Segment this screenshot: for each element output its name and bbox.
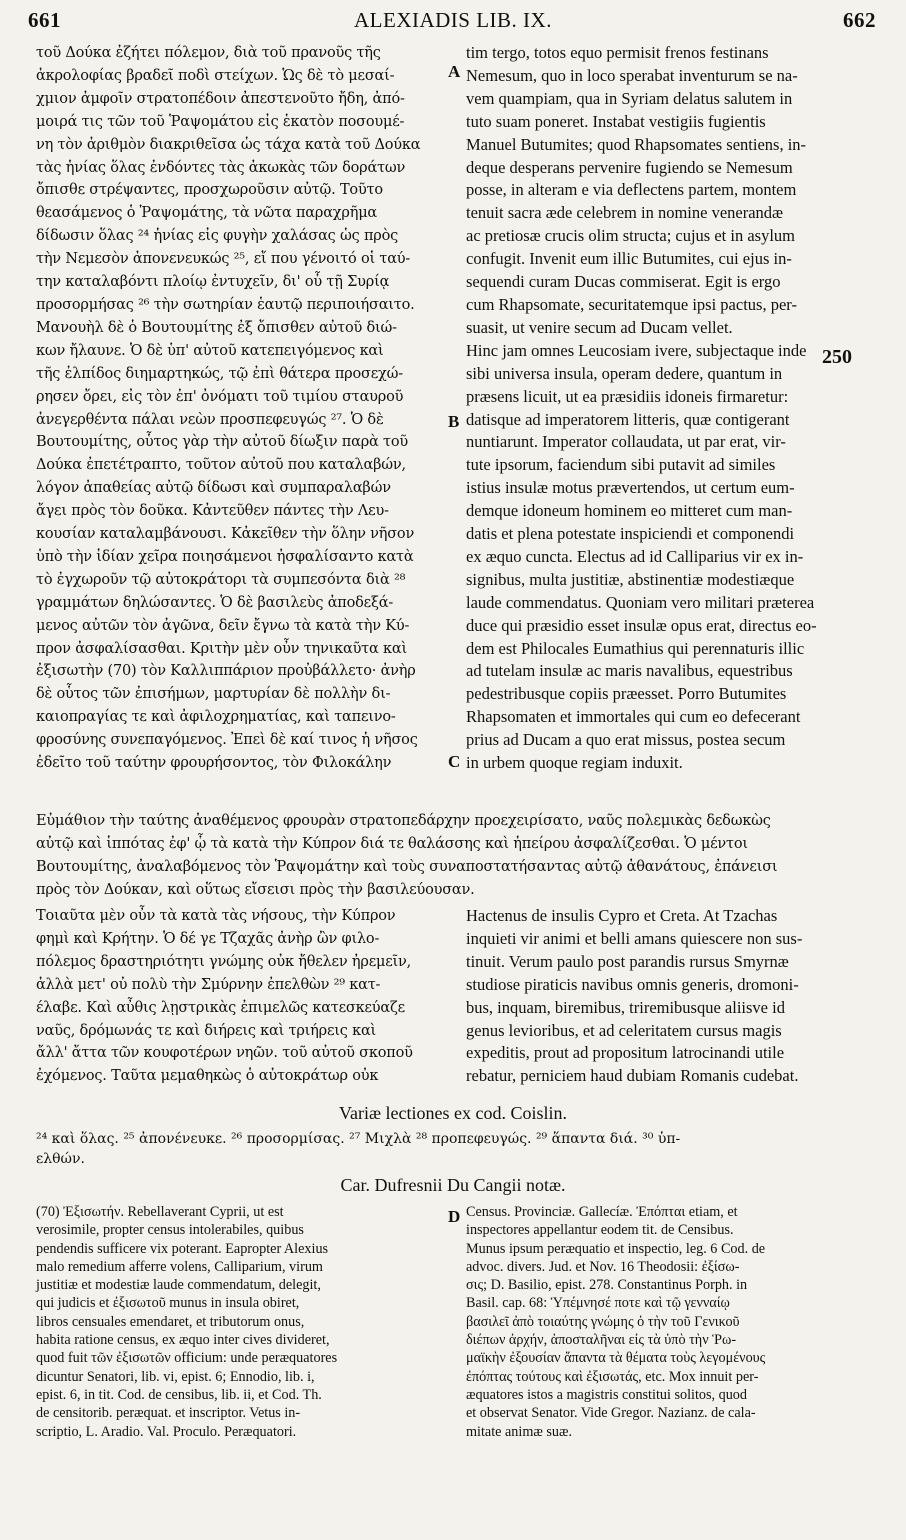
variant-readings-line-2: ελθών. <box>36 1151 85 1167</box>
text-line: istius insulæ motus prævertendos, ut certum eum- <box>466 478 795 498</box>
text-line: ἄγει πρὸς τὸν δοῦκα. Κἀντεῦθεν πάντες τὴν Λευ- <box>36 503 389 520</box>
text-line: duce qui præsidio esset insulæ opus erat, directus eo- <box>466 615 817 635</box>
text-line: έλαβε. Καὶ αὖθις λῃστρικὰς ἐπιμελῶς κατεσκεύαζε <box>36 999 405 1016</box>
text-line: ἐπόπτας τούτους καὶ ἐξισωτάς, etc. Mox innuit per- <box>466 1368 759 1385</box>
text-line: libros censuales emendaret, et tributorum onus, <box>36 1313 305 1330</box>
text-line: προσορμήσας ²⁶ τὴν σωτηρίαν ἑαυτῷ περιποιήσαιτο. <box>36 296 415 313</box>
text-line: κουσίαν καταλαμβάνουσι. Κἀκεῖθεν τὴν ὅλην νῆσον <box>36 526 415 543</box>
text-line: tinuit. Verum paulo post parandis rursus Smyrnæ <box>466 951 789 971</box>
text-line: ρησεν ὄρει, εἰς τὸν ἐπ' ὀνόματι τοῦ τιμίου σταυροῦ <box>36 388 404 405</box>
text-line: æquatores istos a magistris constitui solitos, quod <box>466 1386 747 1403</box>
text-line: Hinc jam omnes Leucosiam ivere, subjectaque inde <box>466 340 807 360</box>
text-line: τὴν Νεμεσὸν ἀπονενευκώς ²⁵, εἴ που γένοιτό οἱ ταύ- <box>36 251 411 268</box>
text-line: Βουτουμίτης, ἀναλαβόμενος τὸν Ῥαψομάτην καὶ τοὺς συναποστατήσαντας αὐτῷ ἀθανάτους, ἐπάνεισι <box>36 858 778 875</box>
text-line: τοῦ Δούκα ἐζήτει πόλεμον, διὰ τοῦ πρανοῦς τῆς <box>36 45 381 61</box>
text-line: scriptio, L. Aradio. Val. Proculo. Peræquatori. <box>36 1423 297 1440</box>
margin-marker-c: C <box>448 752 461 771</box>
text-line: laude commendatus. Quoniam vero militari præterea <box>466 592 815 612</box>
text-line: ac pretiosæ crucis olim structa; cujus et in asylum <box>466 226 796 246</box>
text-line: ad tutelam insulæ ac maris navalibus, equestribus <box>466 661 793 681</box>
notes-left-column <box>36 1203 446 1441</box>
notes-title: Car. Dufresnii Du Cangii notæ. <box>340 1175 566 1195</box>
text-line: cum Rhapsomate, securitatemque ipsi pactus, per- <box>466 294 797 314</box>
text-line: λόγον ἀπαθείας αὐτῷ δίδωσι καὶ συμπαραλαβών <box>36 480 391 497</box>
text-line: qui judicis et ἐξισωτοῦ munus in insula obiret, <box>36 1295 300 1312</box>
text-line: ἐδεῖτο τοῦ ταύτην φρουρήσοντος, τὸν Φιλοκάλην <box>36 755 392 772</box>
text-line: δίδωσιν ὅλας ²⁴ ἡνίας εἰς φυγὴν χαλάσας ὡς πρὸς <box>36 228 399 245</box>
text-line: ex æquo cuncta. Electus ad id Calliparius vir ex in- <box>466 546 804 566</box>
text-line: πρὸς τὸν Δούκαν, καὶ οὕτως εἴσεισι πρὸς τὴν βασιλεύουσαν. <box>36 881 475 898</box>
text-line: suasit, ut venire secum ad Ducam vellet. <box>466 317 733 337</box>
margin-marker-a: A <box>448 62 461 81</box>
text-line: bus, inquam, biremibus, triremibusque aliisve id <box>466 997 785 1017</box>
text-line: κων ἤλαυνε. Ὁ δὲ ὑπ' αὐτοῦ κατεπειγόμενος καὶ <box>36 342 384 359</box>
variant-readings-title: Variæ lectiones ex cod. Coislin. <box>339 1103 567 1123</box>
text-line: mitate animæ suæ. <box>466 1423 573 1440</box>
text-line: deque desperans pervenire fugiendo se Nemesum <box>466 157 793 177</box>
text-line: studiose piraticis navibus omnis generis, dromoni- <box>466 974 799 994</box>
text-line: διέπων ἀρχήν, ἀποσταλῆναι εἰς τὰ ὑπὸ τὴν Ῥω- <box>466 1332 737 1349</box>
text-line: πόλεμος δραστηριότητι γνώμης οὐκ ἤθελεν ἠρεμεῖν, <box>36 953 412 970</box>
text-line: epist. 6, in tit. Cod. de censibus, lib. ii, et Cod. Th. <box>36 1386 322 1403</box>
text-line: advoc. divers. Jud. et Nov. 16 Theodosii: ἐξίσω- <box>466 1258 740 1275</box>
text-line: malo remedium afferre volens, Calliparium, virum <box>36 1258 323 1275</box>
text-line: habita ratione census, ex æquo inter cives divideret, <box>36 1332 330 1349</box>
marginal-number: 250 <box>822 346 852 368</box>
text-line: tute ipsorum, faciendum sibi putavit ad similes <box>466 455 776 475</box>
text-line: ἀκρολοφίας βραδεῖ ποδὶ στείχων. Ὡς δὲ τὸ μεσαί- <box>36 67 395 84</box>
text-line: ὄπισθε στρέψαντες, προσχωροῦσιν αὐτῷ. Τοῦτο <box>36 182 383 199</box>
text-line: ναῦς, δρόμωνάς τε καὶ διήρεις καὶ τριήρεις καὶ <box>36 1022 377 1039</box>
text-line: νη τὸν ἀριθμὸν διακριθεῖσα ὡς τάχα κατὰ τοῦ Δούκα <box>36 136 421 153</box>
left-page-number: 661 <box>28 8 61 32</box>
text-line: pedestribusque copiis præesset. Porro Butumites <box>466 684 787 704</box>
text-line: Μανουὴλ δὲ ὁ Βουτουμίτης ἐξ ὄπισθεν αὐτοῦ διώ- <box>36 319 397 336</box>
text-line: γραμμάτων δηλώσαντες. Ὁ δὲ βασιλεὺς ἀποδεξά- <box>36 594 394 611</box>
margin-marker-b: B <box>448 412 460 431</box>
text-line: tenuit sacra æde celebrem in nomine venerandæ <box>466 203 784 223</box>
margin-marker-d: D <box>448 1207 461 1226</box>
text-line: Munus ipsum peræquatio et inspectio, leg. 6 Cod. de <box>466 1240 766 1257</box>
text-line: signibus, multa justitiæ, abstinentiæ modestiæque <box>466 569 795 589</box>
text-line: (70) Ἐξισωτήν. Rebellaverant Cyprii, ut est <box>36 1204 284 1220</box>
text-line: τῆς ἐλπίδος διημαρτηκώς, τῷ ἐπὶ θάτερα προσεχώ- <box>36 365 403 382</box>
text-line: χμιον ἀμφοῖν στρατοπέδοιν ἀπεστενοῦτο ἤδη, ἀπό- <box>36 90 405 107</box>
text-line: tim tergo, totos equo permisit frenos festinans <box>466 43 769 62</box>
text-line: φροσύνης συνεπαγόμενος. Ἐπεὶ δὲ καί τινος ἡ νῆσος <box>36 732 418 749</box>
text-line: Census. Provinciæ. Gallecíæ. Ἐπόπται etiam, et <box>466 1204 738 1220</box>
text-line: expeditis, prout ad propositum latrocinandi utile <box>466 1043 785 1063</box>
text-line: nuntiarunt. Imperator collaudata, ut par erat, vir- <box>466 432 786 452</box>
text-line: θεασάμενος ὁ Ῥαψομάτης, τὰ νῶτα παραχρῆμα <box>36 205 378 222</box>
text-line: την καταλαβόντι πλοίῳ ἐντυχεῖν, δι' οὗ τῇ Συρίᾳ <box>36 274 390 291</box>
text-line: genus levioribus, et ad celeritatem cursus magis <box>466 1020 782 1040</box>
text-line: de censitorib. peræquat. et inscriptor. Vetus in- <box>36 1405 301 1422</box>
text-line: quod fuit τῶν ἐξισωτῶν officium: unde peræquatores <box>36 1350 338 1367</box>
right-page-number: 662 <box>843 8 876 32</box>
text-line: vem quampiam, qua in Syriam delatus salutem in <box>466 88 793 108</box>
text-line: demque idoneum hominem eo mitteret cum man- <box>466 501 793 521</box>
variant-readings-line-1: ²⁴ καὶ ὅλας. ²⁵ ἀπονένευκε. ²⁶ προσορμίσας. ²⁷ Μιχλὰ ²⁸ προπεφευγώς. ²⁹ ἅπαντα διά. ³⁰ ὑπ- <box>36 1131 681 1147</box>
text-line: tuto suam poneret. Instabat vestigiis fugientis <box>466 111 766 131</box>
text-line: ὑπὸ τὴν ἰδίαν χεῖρα ποιησάμενοι ἠσφαλίσαντο κατὰ <box>36 548 414 565</box>
text-line: φημὶ καὶ Κρήτην. Ὁ δέ γε Τζαχᾶς ἀνὴρ ὢν φιλο- <box>36 930 380 947</box>
text-line: rebatur, perniciem haud dubiam Romanis cudebat. <box>466 1066 799 1086</box>
text-line: sequendi curam Ducas commiserat. Egit is ergo <box>466 272 781 292</box>
text-line: dicuntur Senatori, lib. vi, epist. 6; Ennodio, lib. i, <box>36 1368 315 1385</box>
text-line: et observat Senator. Vide Gregor. Nazianz. de cala- <box>466 1405 756 1422</box>
text-line: Nemesum, quo in loco sperabat inventurum se na- <box>466 65 798 85</box>
text-line: σις; D. Basilio, epist. 278. Constantinus Porph. in <box>466 1277 748 1294</box>
text-line: Hactenus de insulis Cypro et Creta. At Tzachas <box>466 906 778 925</box>
text-line: Rhapsomaten et immortales qui cum eo defecerant <box>466 707 801 727</box>
text-line: μαϊκὴν ἐξουσίαν ἅπαντα τὰ θέματα τοὺς λεγομένους <box>466 1350 766 1367</box>
text-line: δὲ οὗτος τῶν ἐπισήμων, μαρτυρίαν δὲ πολλὴν δι- <box>36 686 391 703</box>
text-line: inquieti vir animi et belli amans quiescere non sus- <box>466 928 803 948</box>
text-line: justitiæ et modestiæ laude commendatum, delegit, <box>36 1277 321 1294</box>
text-line: τὰς ἡνίας ὅλας ἐνδόντες τὰς ἀκωκὰς τῶν δοράτων <box>36 159 406 176</box>
text-line: præsens licuit, ut ea præsidiis idoneis firmaretur: <box>466 386 789 406</box>
latin-column-mid <box>466 905 876 1088</box>
notes-right-column <box>466 1203 876 1441</box>
text-line: pendendis sufficere vix poterant. Eapropter Alexius <box>36 1240 329 1257</box>
text-line: datisque ad imperatorem litteris, quæ contigerant <box>466 409 790 429</box>
text-line: dem est Philocales Eumathius qui perennaturis illic <box>466 638 805 658</box>
text-line: ἀλλὰ μετ' οὐ πολὺ τὴν Σμύρνην ἐπελθὼν ²⁹ κατ- <box>36 976 381 993</box>
text-line: Βουτουμίτης, οὗτος γὰρ τὴν αὐτοῦ δίωξιν παρὰ τοῦ <box>36 434 409 451</box>
text-line: μοιρά τις τῶν τοῦ Ῥαψομάτου εἰς ἑκατὸν ποσουμέ- <box>36 113 405 130</box>
greek-column-top <box>36 42 446 775</box>
text-line: ἀνεγερθέντα πάλαι νεὼν προσπεφευγώς ²⁷. Ὁ δὲ <box>36 411 384 428</box>
text-line: προν ἀσφαλίσασθαι. Κριτὴν μὲν οὖν τηνικαῦτα καὶ <box>36 640 407 657</box>
text-line: μενος αὐτῶν τὸν ἀγῶνα, δεῖν ἔγνω τὰ κατὰ τὴν Κύ- <box>36 617 410 634</box>
text-line: datis et plena potestate inspiciendi et componendi <box>466 524 795 544</box>
text-line: posse, in alteram e via deflectens partem, montem <box>466 180 797 200</box>
text-line: αὐτῷ καὶ ἱππότας ἐφ' ᾧ τὰ κατὰ τὴν Κύπρον διά τε θαλάσσης καὶ ἠπείρου ἀσφαλίζεσθαι. Ὁ μέντοι <box>36 835 748 852</box>
text-line: Manuel Butumites; quod Rhapsomates sentiens, in- <box>466 134 807 154</box>
text-line: ἐξισωτὴν (70) τὸν Καλλιππάριον προὐβάλλετο· ἀνὴρ <box>36 663 416 680</box>
text-line: confugit. Invenit eum illic Butumites, cui ejus in- <box>466 249 792 269</box>
greek-full-width <box>36 810 876 902</box>
text-line: τὸ ἐγχωροῦν τῷ αὐτοκράτορι τὰ συμπεσόντα διὰ ²⁸ <box>36 571 406 588</box>
text-line: sibi universa insula, operam dedere, quantum in <box>466 363 783 383</box>
text-line: βασιλεῖ ἀπὸ τοιαύτης γνώμης ὁ τὴν τοῦ Γενικοῦ <box>466 1313 740 1330</box>
running-title: ALEXIADIS LIB. IX. <box>354 8 552 32</box>
text-line: verosimile, propter census intolerabiles, quibus <box>36 1222 304 1239</box>
text-line: ἐχόμενος. Ταῦτα μεμαθηκὼς ὁ αὐτοκράτωρ οὐκ <box>36 1068 379 1085</box>
text-line: in urbem quoque regiam induxit. <box>466 753 683 773</box>
text-line: prius ad Ducam a quo erat missus, postea secum <box>466 730 786 750</box>
text-line: Basil. cap. 68: Ὑπέμνησέ ποτε καὶ τῷ γενναίῳ <box>466 1295 730 1312</box>
text-line: Δούκα ἐπετέτραπτο, τοῦτον αὐτοῦ που καταλαβών, <box>36 457 406 474</box>
text-line: καιοπραγίας τε καὶ ἀφιλοχρηματίας, καὶ ταπεινο- <box>36 709 396 726</box>
latin-column-top <box>466 42 876 775</box>
text-line: Εὐμάθιον τὴν ταύτης ἀναθέμενος φρουρὰν στρατοπεδάρχην προεχειρίσατο, ναῦς πολεμικὰς δεδωκὼς <box>36 813 771 829</box>
text-line: Τοιαῦτα μὲν οὖν τὰ κατὰ τὰς νήσους, τὴν Κύπρον <box>36 908 396 924</box>
greek-column-mid <box>36 905 446 1088</box>
text-line: ἄλλ' ἄττα τῶν κουφοτέρων νηῶν. τοῦ αὐτοῦ σκοποῦ <box>36 1045 413 1062</box>
text-line: inspectores appellantur eodem tit. de Censibus. <box>466 1222 734 1239</box>
